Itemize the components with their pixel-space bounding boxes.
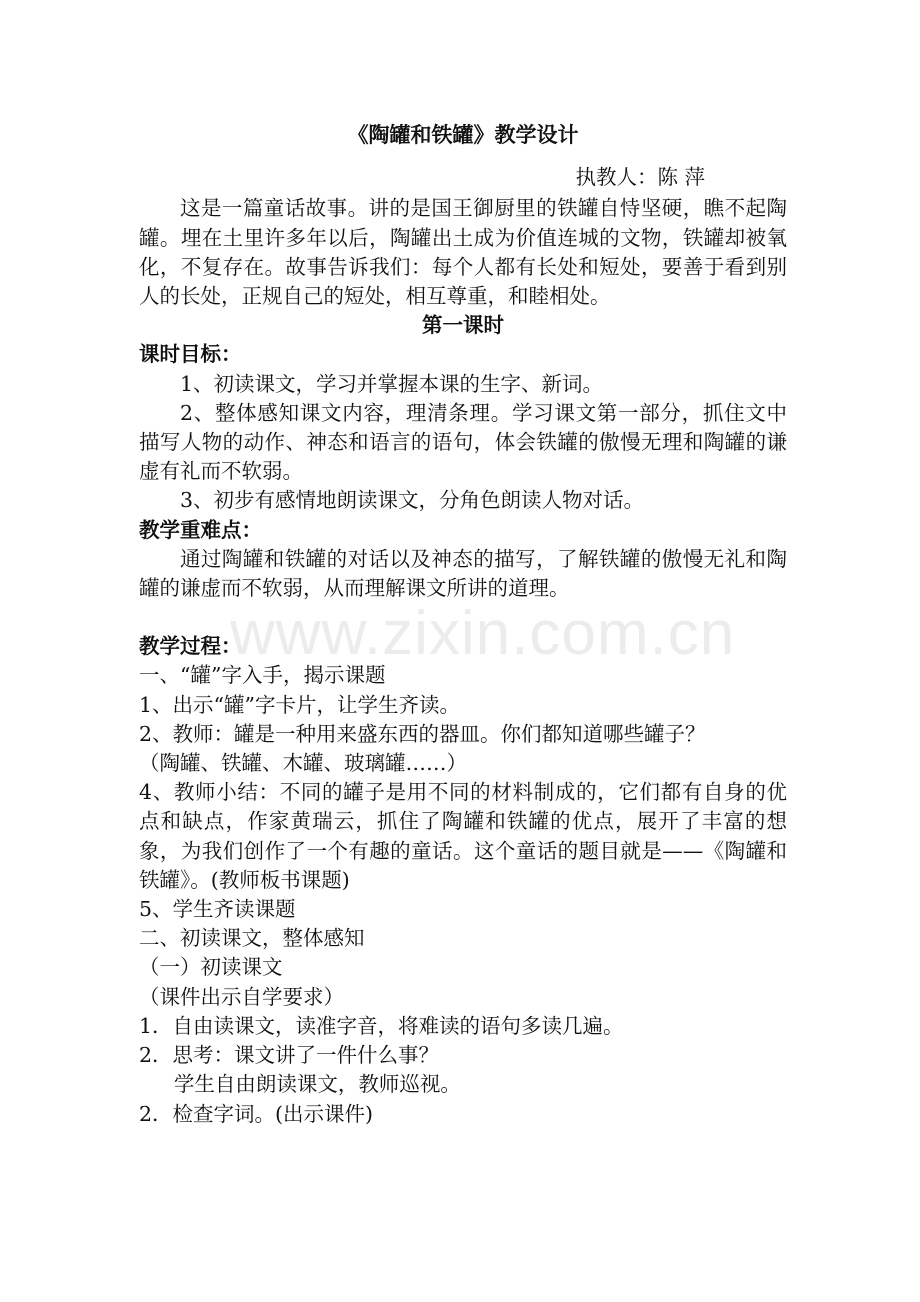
lesson-heading: 第一课时 xyxy=(422,313,504,338)
process-line: 2、教师：罐是一种用来盛东西的器皿。你们都知道哪些罐子？ xyxy=(139,721,706,746)
process-line: 2．检查字词。(出示课件) xyxy=(139,1101,374,1126)
goal-item: 1、初读课文，学习并掌握本课的生字、新词。 xyxy=(180,371,604,396)
blank-line xyxy=(139,603,787,632)
process-line: （课件出示自学要求） xyxy=(139,984,344,1009)
document-body xyxy=(139,120,787,1129)
process-line: （一）初读课文 xyxy=(139,955,283,980)
process-line: 二、初读课文，整体感知 xyxy=(139,926,365,951)
teacher-name: 执教人：陈 萍 xyxy=(575,165,705,190)
document-title: 《陶罐和铁罐》教学设计 xyxy=(347,122,579,147)
process-paragraph: 4、教师小结：不同的罐子是用不同的材料制成的，它们都有自身的优点和缺点，作家黄瑞云，抓住了陶罐和铁罐的优点，展开了丰富的想象，为我们创作了一个有趣的童话。这个童话的题目就是——《陶罐和铁罐》。(教师板书课题) xyxy=(139,780,787,892)
watermark: www.zixin.com.cn xyxy=(230,599,736,668)
process-line: （陶罐、铁罐、木罐、玻璃罐……） xyxy=(139,751,467,776)
process-line: 1、出示“罐”字卡片，让学生齐读。 xyxy=(139,692,461,717)
key-heading: 教学重难点： xyxy=(139,517,262,542)
goal-item: 3、初步有感情地朗读课文，分角色朗读人物对话。 xyxy=(180,488,645,513)
process-line: 1．自由读课文，读准字音，将难读的语句多读几遍。 xyxy=(139,1013,624,1038)
process-line: 一、“罐”字入手，揭示课题 xyxy=(139,663,386,688)
process-heading: 教学过程： xyxy=(139,634,242,659)
process-line: 5、学生齐读课题 xyxy=(139,897,296,922)
key-paragraph: 通过陶罐和铁罐的对话以及神态的描写，了解铁罐的傲慢无礼和陶罐的谦虚而不软弱，从而理解课文所讲的道理。 xyxy=(139,546,787,601)
intro-paragraph: 这是一篇童话故事。讲的是国王御厨里的铁罐自恃坚硬，瞧不起陶罐。埋在土里许多年以后，陶罐出土成为价值连城的文物，铁罐却被氧化，不复存在。故事告诉我们：每个人都有长处和短处，要善于看到别人的长处，正规自己的短处，相互尊重，和睦相处。 xyxy=(139,196,787,309)
goals-heading: 课时目标： xyxy=(139,342,242,367)
process-line: 学生自由朗读课文，教师巡视。 xyxy=(173,1072,461,1097)
goal-item: 2、整体感知课文内容，理清条理。学习课文第一部分，抓住文中描写人物的动作、神态和语言的语句，体会铁罐的傲慢无理和陶罐的谦虚有礼而不软弱。 xyxy=(139,400,787,484)
process-line: 2．思考：课文讲了一件什么事？ xyxy=(139,1043,440,1068)
